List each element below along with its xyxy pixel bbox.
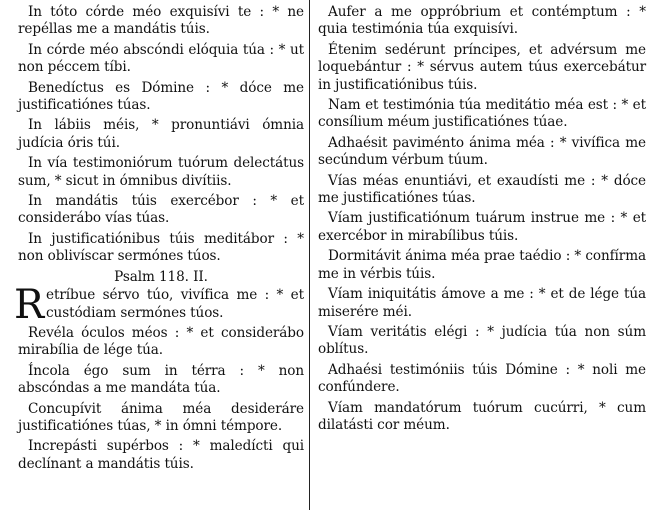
verse: Adhaésit paviménto ánima méa : * vivífica me secúndum vérbum túum.	[318, 134, 646, 169]
drop-cap-letter: R	[14, 282, 45, 329]
dropcap-verse-text: etríbue sérvo túo, vivífica me : * et custódiam sermónes túos.	[46, 287, 304, 321]
column-divider	[309, 0, 310, 510]
verse: Víam iniquitátis ámove a me : * et de lége túa miserére méi.	[318, 286, 646, 320]
verse: Íncola égo sum in térra : * non abscóndas a me mandáta túa.	[18, 362, 304, 397]
verse: In córde méo abscóndi elóquia túa : * ut non péccem tíbi.	[18, 41, 304, 76]
verse: Revéla óculos méos : * et considerábo mirabília de lége túa.	[18, 324, 304, 359]
verse: Víam justificatiónum tuárum instrue me : * et exercébor in mirabílibus túis.	[318, 210, 646, 244]
verse: In tóto córde méo exquisívi te : * ne repéllas me a mandátis túis.	[18, 4, 304, 38]
dropcap-verse	[14, 282, 304, 329]
verse: Étenim sedérunt príncipes, et advérsum me loquebántur : * sérvus autem túus exercebátur in justificatiónibus túis.	[318, 41, 646, 93]
verse: Concupívit ánima méa desideráre justificatiónes túas, * in ómni témpore.	[18, 400, 304, 434]
verse: Víam mandatórum tuórum cucúrri, * cum dilatásti cor méum.	[318, 399, 646, 433]
verse: Aufer a me oppróbrium et contémptum : * quia testimónia túa exquisívi.	[318, 4, 646, 38]
verse: Víam veritátis elégi : * judícia túa non súm oblítus.	[318, 323, 646, 358]
verse: In vía testimoniórum tuórum delectátus sum, * sicut in ómnibus divítiis.	[18, 155, 304, 189]
verse: Nam et testimónia túa meditátio méa est : * et consílium méum justificatiónes túae.	[318, 97, 646, 131]
verse: Adhaési testimóniis túis Dómine : * noli me confúndere.	[318, 361, 646, 396]
verse: Increpásti supérbos : * maledícti qui declínant a mandátis túis.	[18, 438, 304, 472]
verse: Vías méas enuntiávi, et exaudísti me : * dóce me justificatiónes túas.	[318, 172, 646, 207]
verse: Dormitávit ánima méa prae taédio : * confírma me in vérbis túis.	[318, 248, 646, 282]
right-column	[318, 4, 646, 437]
verse: In mandátis túis exercébor : * et considerábo vías túas.	[18, 193, 304, 227]
left-column	[14, 4, 304, 476]
psalm-heading: Psalm 118. II.	[114, 268, 208, 285]
verse: In justificatiónibus túis meditábor : * non oblivíscar sermónes túos.	[18, 230, 304, 265]
verse: In lábiis méis, * pronuntiávi ómnia judícia óris túi.	[18, 117, 304, 151]
verse: Benedíctus es Dómine : * dóce me justificatiónes túas.	[18, 79, 304, 114]
